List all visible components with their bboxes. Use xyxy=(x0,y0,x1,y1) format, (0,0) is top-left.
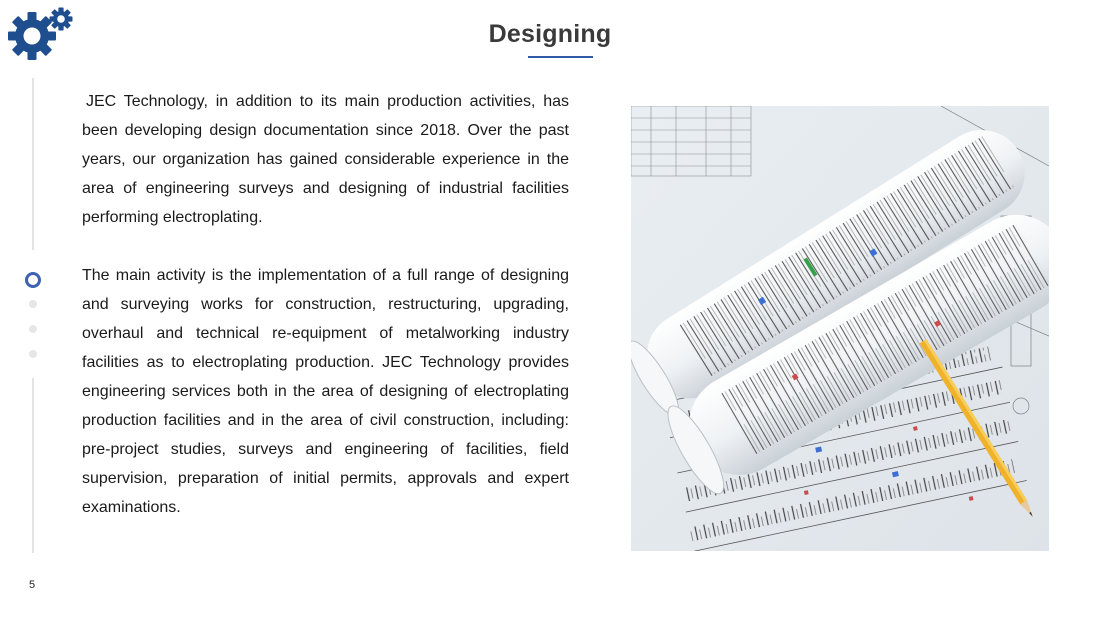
nav-line-bottom xyxy=(32,378,34,553)
nav-dot-active[interactable] xyxy=(25,272,41,288)
title-underline xyxy=(528,56,593,58)
nav-dot[interactable] xyxy=(29,350,37,358)
nav-dot[interactable] xyxy=(29,325,37,333)
nav-line-top xyxy=(32,78,34,250)
paragraph-intro: JEC Technology, in addition to its main production activities, has been developing design documentation since 2018. Over the past years, our organization has gained considerable experience in the area of engineering surveys and designing of industrial facilities performing electroplating. xyxy=(82,93,569,226)
page-title: Designing xyxy=(488,20,612,48)
paragraph-main-activity: The main activity is the implementation of a full range of designing and surveying works for construction, restructuring, upgrading, overhaul and technical re-equipment of metalworking industry facilities as to electroplating production. JEC Technology provides engineering services both in the area of designing of electroplating production facilities and in the area of civil construction, including: pre-project studies, surveys and engineering of facilities, field supervision, preparation of initial permits, approvals and expert examinations. xyxy=(82,267,569,516)
nav-dot[interactable] xyxy=(29,300,37,308)
page-number: 5 xyxy=(29,579,36,591)
body-text xyxy=(82,87,569,522)
blueprints-photo xyxy=(631,106,1049,551)
